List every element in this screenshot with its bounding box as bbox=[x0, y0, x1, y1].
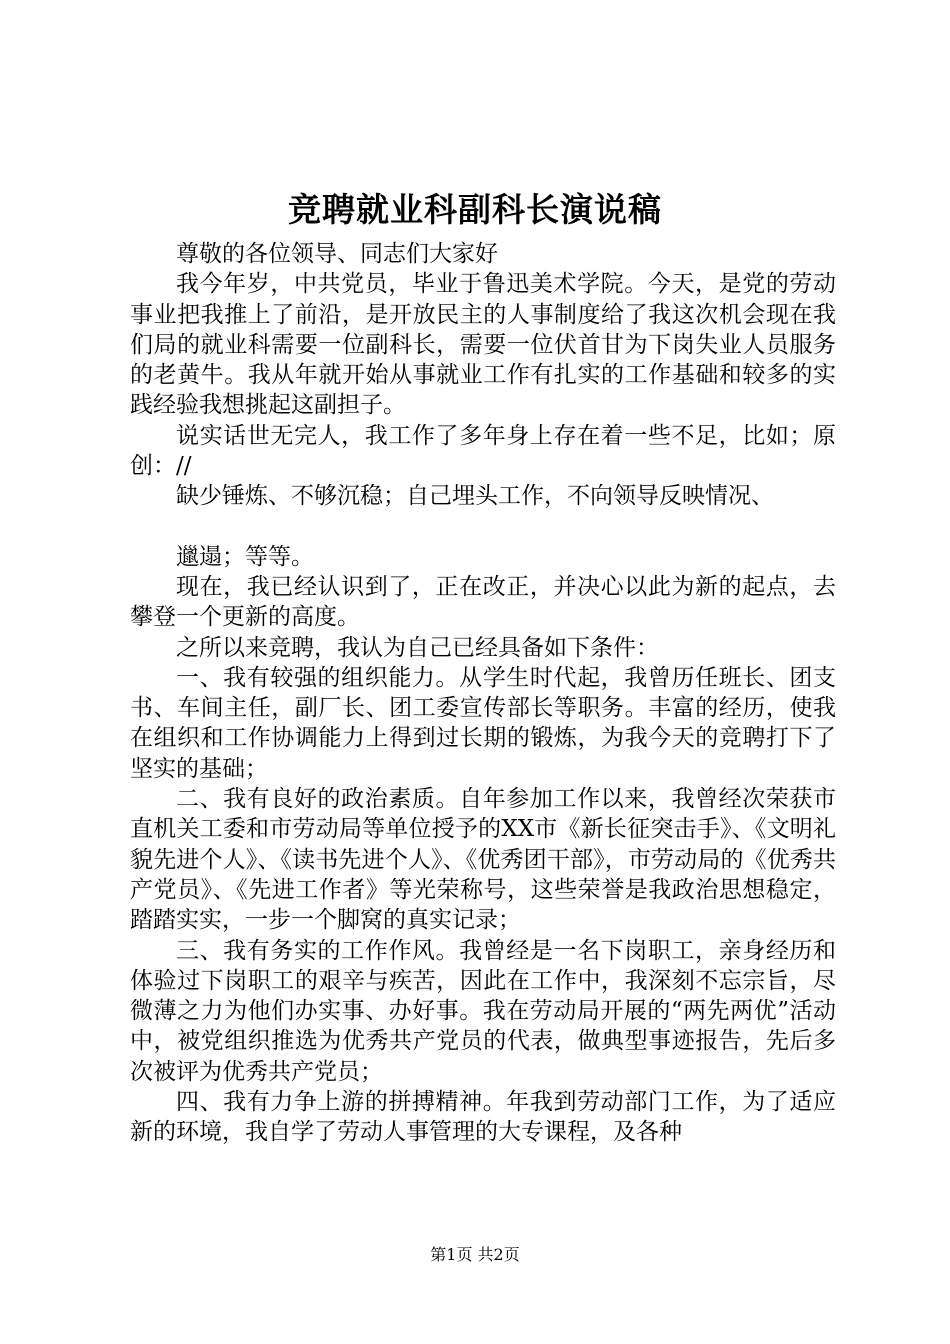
paragraph-shortcomings: 说实话世无完人，我工作了多年身上存在着一些不足，比如；原创：// bbox=[130, 422, 836, 480]
page-footer: 第1页 共2页 bbox=[430, 1245, 520, 1264]
paragraph-shortcomings-end: 邋遢；等等。 bbox=[176, 543, 314, 570]
paragraph-greeting: 尊敬的各位领导、同志们大家好 bbox=[176, 241, 498, 267]
paragraph-condition-2: 二、我有良好的政治素质。自年参加工作以来，我曾经次荣获市直机关工委和市劳动局等单位授予的XX市《新长征突击手》、《文明礼貌先进个人》、《读书先进个人》、《优秀团干部》，市劳动局的《优秀共产党员》、《先进工作者》等光荣称号，这些荣誉是我政治思想稳定，踏踏实实，一步一个脚窝的真实记录； bbox=[130, 786, 836, 934]
document-title: 竞聘就业科副科长演说稿 bbox=[288, 190, 662, 229]
paragraph-condition-1: 一、我有较强的组织能力。从学生时代起，我曾历任班长、团支书、车间主任，副厂长、团工委宣传部长等职务。丰富的经历，使我在组织和工作协调能力上得到过长期的锻炼，为我今天的竞聘打下了坚实的基础； bbox=[130, 664, 836, 782]
paragraph-conditions-intro: 之所以来竞聘，我认为自己已经具备如下条件： bbox=[176, 634, 659, 661]
document-body bbox=[130, 239, 836, 1148]
paragraph-condition-3: 三、我有务实的工作作风。我曾经是一名下岗职工，亲身经历和体验过下岗职工的艰辛与疾苦，因此在工作中，我深刻不忘宗旨，尽微薄之力为他们办实事、办好事。我在劳动局开展的“两先两优”活动中，被党组织推选为优秀共产党员的代表，做典型事迹报告，先后多次被评为优秀共产党员； bbox=[130, 937, 836, 1085]
paragraph-condition-4: 四、我有力争上游的拼搏精神。年我到劳动部门工作，为了适应新的环境，我自学了劳动人事管理的大专课程，及各种 bbox=[130, 1089, 836, 1146]
paragraph-resolution: 现在，我已经认识到了，正在改正，并决心以此为新的起点，去攀登一个更新的高度。 bbox=[130, 573, 836, 631]
paragraph-shortcomings-list: 缺少锤炼、不够沉稳；自己埋头工作，不向领导反映情况、 bbox=[176, 483, 774, 510]
paragraph-intro: 我今年岁，中共党员，毕业于鲁迅美术学院。今天，是党的劳动事业把我推上了前沿，是开放民主的人事制度给了我这次机会现在我们局的就业科需要一位副科长，需要一位伏首甘为下岗失业人员服务的老黄牛。我从年就开始从事就业工作有扎实的工作基础和较多的实践经验我想挑起这副担子。 bbox=[130, 271, 836, 419]
